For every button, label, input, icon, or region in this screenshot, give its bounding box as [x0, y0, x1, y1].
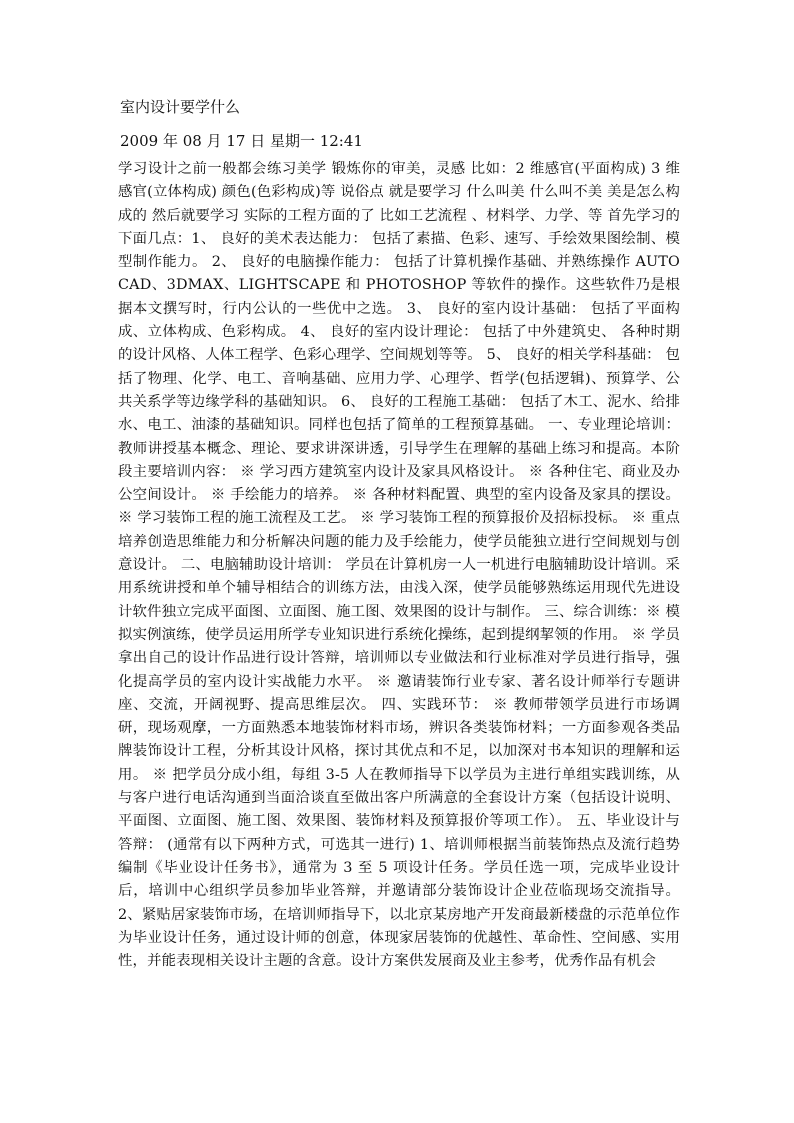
document-body-text: 学习设计之前一般都会练习美学 锻炼你的审美，灵感 比如：2 维感官(平面构成) 3 维感官(立体构成) 颜色(色彩构成)等 说俗点 就是要学习 什么叫美 什么叫不美 美是怎么构成的 然后就要学习 实际的工程方面的了 比如工艺流程 、材料学、力学、等 首先学习的下面几点：1、 良好的美术表达能力： 包括了素描、色彩、速写、手绘效果图绘制、模型制作能力。 2、 良好的电脑操作能力： 包括了计算机操作基础、并熟练操作 AUTOCAD、3DMAX、LIGHTSCAPE 和 PHOTOSHOP 等软件的操作。这些软件乃是根据本文撰写时，行内公认的一些优中之选。 3、 良好的室内设计基础： 包括了平面构成、立体构成、色彩构成。 4、 良好的室内设计理论： 包括了中外建筑史、 各种时期的设计风格、人体工程学、色彩心理学、空间规划等等。 5、 良好的相关学科基础： 包括了物理、化学、电工、音响基础、应用力学、心理学、哲学(包括逻辑)、预算学、公共关系学等边缘学科的基础知识。 6、 良好的工程施工基础： 包括了木工、泥水、给排水、电工、油漆的基础知识。同样也包括了简单的工程预算基础。 一、专业理论培训： 教师讲授基本概念、理论、要求讲深讲透，引导学生在理解的基础上练习和提高。本阶段主要培训内容： ※ 学习西方建筑室内设计及家具风格设计。 ※ 各种住宅、商业及办公空间设计。 ※ 手绘能力的培养。 ※ 各种材料配置、典型的室内设备及家具的摆设。 ※ 学习装饰工程的施工流程及工艺。 ※ 学习装饰工程的预算报价及招标投标。 ※ 重点培养创造思维能力和分析解决问题的能力及手绘能力，使学员能独立进行空间规划与创意设计。 二、电脑辅助设计培训： 学员在计算机房一人一机进行电脑辅助设计培训。采用系统讲授和单个辅导相结合的训练方法，由浅入深，使学员能够熟练运用现代先进设计软件独立完成平面图、立面图、施工图、效果图的设计与制作。 三、综合训练：※ 模拟实例演练，使学员运用所学专业知识进行系统化操练，起到提纲挈领的作用。 ※ 学员拿出自己的设计作品进行设计答辩，培训师以专业做法和行业标准对学员进行指导，强化提高学员的室内设计实战能力水平。 ※ 邀请装饰行业专家、著名设计师举行专题讲座、交流，开阔视野、提高思维层次。 四、实践环节： ※ 教师带领学员进行市场调研，现场观摩，一方面熟悉本地装饰材料市场，辨识各类装饰材料；一方面参观各类品牌装饰设计工程，分析其设计风格，探讨其优点和不足，以加深对书本知识的理解和运用。 ※ 把学员分成小组，每组 3-5 人在教师指导下以学员为主进行单组实践训练，从与客户进行电话沟通到当面洽谈直至做出客户所满意的全套设计方案（包括设计说明、平面图、立面图、施工图、效果图、装饰材料及预算报价等项工作）。 五、毕业设计与答辩： (通常有以下两种方式，可选其一进行) 1、培训师根据当前装饰热点及流行趋势编制《毕业设计任务书》，通常为 3 至 5 项设计任务。学员任选一项，完成毕业设计后，培训中心组织学员参加毕业答辩，并邀请部分装饰设计企业莅临现场交流指导。 2、紧贴居家装饰市场，在培训师指导下，以北京某房地产开发商最新楼盘的示范单位作为毕业设计任务，通过设计师的创意，体现家居装饰的优越性、革命性、空间感、实用性，并能表现相关设计主题的含意。设计方案供发展商及业主参考，优秀作品有机会: [118, 161, 680, 970]
document-title: 室内设计要学什么: [120, 98, 241, 116]
document-date: 2009 年 08 月 17 日 星期一 12:41: [120, 132, 363, 150]
